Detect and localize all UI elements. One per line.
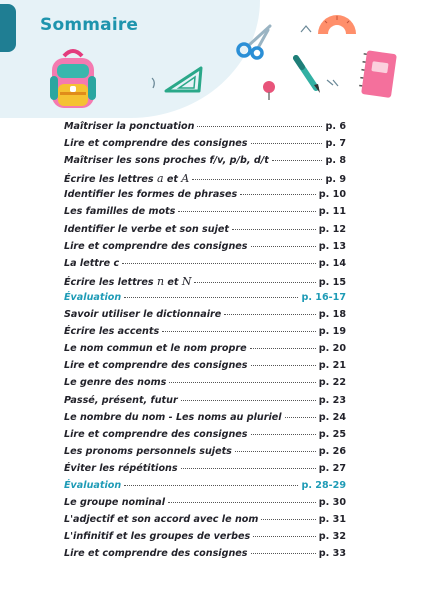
toc-label-conj: et — [166, 174, 178, 186]
toc-page: p. 30 — [318, 497, 346, 509]
toc-item[interactable] — [64, 360, 346, 377]
toc-label: Le nombre du nom - Les noms au pluriel — [64, 411, 282, 423]
toc-item[interactable] — [64, 326, 346, 343]
toc-label: Lire et comprendre des consignes — [64, 240, 248, 252]
toc-leader — [285, 417, 316, 418]
cursive-letter: N — [181, 274, 192, 288]
page-title: Sommaire — [40, 15, 139, 35]
toc-leader — [253, 536, 316, 537]
toc-item[interactable] — [64, 446, 346, 463]
pushpin-icon — [259, 79, 279, 101]
toc-page: p. 25 — [318, 428, 346, 440]
toc-label: Évaluation — [64, 479, 122, 491]
cursive-letter: A — [181, 172, 190, 186]
toc-item[interactable] — [64, 343, 346, 360]
toc-leader — [251, 143, 323, 144]
toc-leader — [251, 365, 316, 366]
backpack-icon — [46, 46, 100, 114]
toc-leader — [232, 229, 316, 230]
toc-item[interactable] — [64, 531, 346, 548]
toc-item[interactable] — [64, 463, 346, 480]
header-tab — [0, 4, 16, 52]
sparkle-icon — [326, 78, 340, 90]
toc-item[interactable] — [64, 412, 346, 429]
toc-leader — [272, 160, 323, 161]
sparkle-icon — [150, 76, 162, 90]
toc-leader — [181, 468, 316, 469]
toc-item[interactable] — [64, 395, 346, 412]
scissors-icon — [234, 20, 274, 60]
toc-page: p. 6 — [325, 121, 346, 132]
toc-label: Évaluation — [64, 291, 122, 303]
table-of-contents — [64, 121, 346, 565]
toc-item[interactable] — [64, 309, 346, 326]
toc-page: p. 31 — [318, 514, 346, 526]
toc-item[interactable] — [64, 497, 346, 514]
toc-item-evaluation[interactable] — [64, 480, 346, 497]
toc-leader — [124, 297, 298, 298]
toc-label: Lire et comprendre des consignes — [64, 428, 248, 440]
toc-label: Les familles de mots — [64, 206, 176, 218]
toc-item[interactable] — [64, 206, 346, 223]
toc-leader — [192, 179, 322, 180]
toc-item[interactable] — [64, 258, 346, 275]
toc-page: p. 13 — [318, 240, 346, 252]
toc-leader — [169, 382, 316, 383]
pen-icon — [290, 54, 324, 94]
toc-page: p. 11 — [318, 206, 346, 218]
toc-page: p. 9 — [325, 174, 346, 186]
toc-label: Maîtriser les sons proches f/v, p/b, d/t — [64, 155, 269, 167]
toc-item[interactable] — [64, 514, 346, 531]
toc-leader — [197, 126, 322, 127]
toc-leader — [251, 553, 316, 554]
toc-leader — [181, 400, 316, 401]
toc-leader — [178, 211, 315, 212]
toc-leader — [261, 519, 315, 520]
toc-label: Les pronoms personnels sujets — [64, 445, 232, 457]
toc-leader — [250, 348, 316, 349]
set-square-icon — [163, 64, 205, 94]
toc-label: Passé, présent, futur — [64, 394, 178, 406]
toc-page: p. 14 — [318, 257, 346, 269]
sparkle-icon — [300, 24, 312, 34]
toc-label — [64, 172, 189, 185]
toc-page: p. 7 — [325, 138, 346, 150]
toc-item[interactable] — [64, 429, 346, 446]
toc-leader — [224, 314, 316, 315]
cursive-letter: n — [156, 274, 165, 288]
toc-label: Éviter les répétitions — [64, 462, 178, 474]
toc-leader — [162, 331, 316, 332]
toc-label-conj: et — [167, 276, 179, 288]
toc-label: Maîtriser la ponctuation — [64, 121, 195, 132]
toc-page: p. 26 — [318, 445, 346, 457]
toc-label-text: Écrire les lettres — [64, 174, 154, 186]
notebook-icon — [358, 48, 398, 100]
toc-leader — [168, 502, 316, 503]
toc-label-text: Écrire les lettres — [64, 276, 154, 288]
toc-label: L'infinitif et les groupes de verbes — [64, 531, 251, 543]
toc-item[interactable] — [64, 138, 346, 155]
toc-item[interactable] — [64, 224, 346, 241]
toc-label: Lire et comprendre des consignes — [64, 360, 248, 372]
toc-label: Identifier les formes de phrases — [64, 189, 238, 201]
toc-page: p. 20 — [318, 343, 346, 355]
toc-item[interactable] — [64, 548, 346, 565]
toc-label: Le groupe nominal — [64, 497, 165, 509]
toc-leader — [122, 263, 316, 264]
toc-item[interactable] — [64, 241, 346, 258]
toc-label: Le genre des noms — [64, 377, 167, 389]
toc-item[interactable] — [64, 377, 346, 394]
toc-page: p. 8 — [325, 155, 346, 167]
cursive-letter: a — [156, 172, 164, 186]
toc-leader — [251, 246, 316, 247]
toc-label: Le nom commun et le nom propre — [64, 343, 247, 355]
protractor-icon — [316, 10, 358, 36]
toc-page: p. 18 — [318, 309, 346, 321]
toc-label: Savoir utiliser le dictionnaire — [64, 309, 222, 321]
toc-page: p. 19 — [318, 326, 346, 338]
toc-item[interactable] — [64, 121, 346, 138]
toc-label: Lire et comprendre des consignes — [64, 138, 248, 150]
toc-leader — [235, 451, 316, 452]
toc-page: p. 16-17 — [301, 291, 346, 303]
toc-item[interactable] — [64, 155, 346, 172]
toc-page: p. 10 — [318, 189, 346, 201]
toc-page: p. 27 — [318, 462, 346, 474]
toc-item-evaluation[interactable] — [64, 292, 346, 309]
toc-page: p. 22 — [318, 377, 346, 389]
toc-item[interactable] — [64, 189, 346, 206]
toc-leader — [124, 485, 298, 486]
toc-page: p. 28-29 — [301, 479, 346, 491]
toc-label: Identifier le verbe et son sujet — [64, 223, 229, 235]
toc-item[interactable] — [64, 275, 346, 292]
toc-page: p. 21 — [318, 360, 346, 372]
toc-label: Lire et comprendre des consignes — [64, 548, 248, 560]
toc-page: p. 15 — [318, 276, 346, 288]
toc-leader — [194, 282, 315, 283]
toc-label: La lettre c — [64, 257, 120, 269]
toc-page: p. 32 — [318, 531, 346, 543]
toc-item[interactable] — [64, 172, 346, 189]
toc-page: p. 12 — [318, 223, 346, 235]
toc-label: L'adjectif et son accord avec le nom — [64, 514, 259, 526]
toc-leader — [251, 434, 316, 435]
toc-label — [64, 275, 191, 288]
toc-leader — [240, 194, 316, 195]
toc-label: Écrire les accents — [64, 326, 160, 338]
toc-page: p. 23 — [318, 394, 346, 406]
toc-page: p. 24 — [318, 411, 346, 423]
toc-page: p. 33 — [318, 548, 346, 560]
